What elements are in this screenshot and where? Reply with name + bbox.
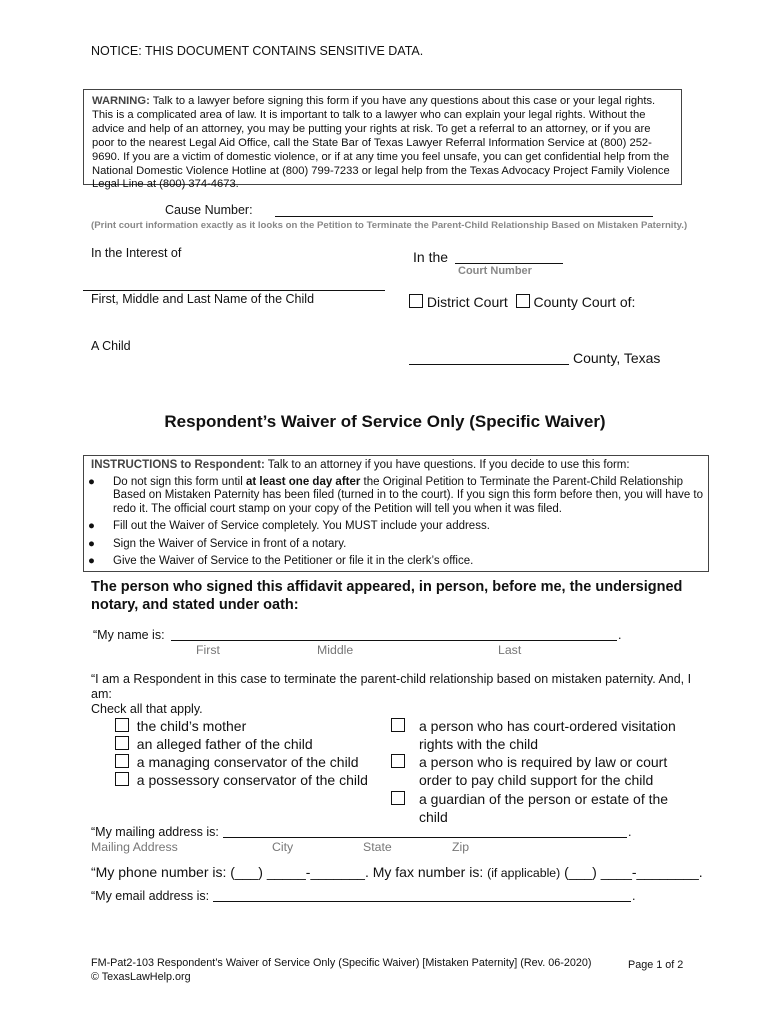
role-mother-checkbox[interactable] <box>115 718 129 732</box>
instructions-header <box>91 459 630 471</box>
cause-number-note: (Print court information exactly as it looks on the Petition to Terminate the Parent-Child Relationship Based on Mistaken Paternity.) <box>91 220 688 231</box>
in-the-label: In the <box>413 249 449 265</box>
role-child-support <box>391 754 405 770</box>
court-type-row <box>409 294 635 310</box>
court-number-label: Court Number <box>458 265 532 277</box>
respondent-statement: “I am a Respondent in this case to terminate the parent-child relationship based on mistaken paternity. And, I <box>91 672 692 686</box>
instruction-1-text-cont: the Original Petition to Terminate the Parent-Child Relationship Based on Mistaken Paternity has been filed (turned in to the court). If you sign this form before then, you will have to redo it. The official court stamp on your copy of the Petition will tell you when it was filed. <box>113 476 704 515</box>
last-name-label: Last <box>498 643 522 657</box>
role-mother-label: the child’s mother <box>136 718 247 734</box>
bullet-icon: ● <box>88 538 95 550</box>
cause-number-field[interactable] <box>275 216 653 217</box>
instruction-item-1 <box>113 476 705 516</box>
check-all-label: Check all that apply. <box>91 702 203 716</box>
sensitive-data-notice: NOTICE: THIS DOCUMENT CONTAINS SENSITIVE DATA. <box>91 44 424 58</box>
fax-field: (___) ____-________. <box>560 864 703 880</box>
county-court-checkbox[interactable] <box>516 294 530 308</box>
bullet-icon: ● <box>88 520 95 532</box>
role-visitation-label-cont: rights with the child <box>419 736 539 752</box>
bullet-icon: ● <box>88 555 95 567</box>
page-title: Respondent’s Waiver of Service Only (Specific Waiver) <box>164 412 606 431</box>
instruction-item-2: Fill out the Waiver of Service completely. You MUST include your address. <box>113 520 490 532</box>
zip-sublabel: Zip <box>452 840 470 854</box>
child-name-field[interactable] <box>83 290 385 291</box>
bullet-icon: ● <box>88 476 95 488</box>
footer-form-line: FM-Pat2-103 Respondent’s Waiver of Service Only (Specific Waiver) [Mistaken Paternity] (Rev. 06-2020) <box>91 957 592 969</box>
a-child-label: A Child <box>91 339 131 353</box>
role-possessory-conservator <box>115 772 368 788</box>
instruction-item-3: Sign the Waiver of Service in front of a notary. <box>113 538 347 550</box>
county-field[interactable] <box>409 364 569 365</box>
warning-line-2: This is a complicated area of law. It is important to talk to a lawyer who can explain your legal rights. Without the <box>92 108 646 121</box>
footer-site: © TexasLawHelp.org <box>91 970 191 983</box>
role-child-support-label: a person who is required by law or court <box>419 754 668 770</box>
warning-line-4: poor to the nearest Legal Aid Office, call the State Bar of Texas Lawyer Referral Information Service at (800) 252- <box>92 136 652 149</box>
role-visitation-label: a person who has court-ordered visitation <box>419 718 676 734</box>
cause-number-label: Cause Number: <box>165 203 253 217</box>
role-child-support-checkbox[interactable] <box>391 754 405 768</box>
role-possessory-conservator-label: a possessory conservator of the child <box>136 772 368 788</box>
warning-label: WARNING: <box>92 95 150 107</box>
name-field[interactable] <box>171 640 617 641</box>
role-possessory-conservator-checkbox[interactable] <box>115 772 129 786</box>
first-name-label: First <box>196 643 220 657</box>
mailing-period: . <box>628 825 632 839</box>
email-field[interactable] <box>213 901 631 902</box>
warning-line-1 <box>92 95 673 109</box>
footer-form-info <box>91 957 591 984</box>
county-texas-label: County, Texas <box>573 350 661 366</box>
page-number: Page 1 of 2 <box>628 959 684 971</box>
phone-label: “My phone number is: (___) _____-_______. My fax number is: <box>91 864 488 880</box>
respondent-statement-cont: am: <box>91 687 112 701</box>
role-guardian <box>391 791 405 807</box>
role-managing-conservator-label: a managing conservator of the child <box>136 754 359 770</box>
mailing-address-label: “My mailing address is: <box>91 825 219 839</box>
warning-line-5: 9690. If you are a victim of domestic violence, or if at any time you feel unsafe, you can get confidential help from the <box>92 150 670 163</box>
warning-line-3: advice and help of an attorney, you may be putting your rights at risk. To get a referral to an attorney, or if you are <box>92 122 651 135</box>
warning-line-7: Legal Line at (800) 374-4673. <box>92 178 239 191</box>
instruction-1-text: Do not sign this form until <box>113 476 246 488</box>
name-period: . <box>618 628 622 642</box>
instructions-intro: Talk to an attorney if you have questions. If you decide to use this form: <box>264 459 630 471</box>
role-alleged-father-checkbox[interactable] <box>115 736 129 750</box>
phone-fax-line <box>91 864 703 880</box>
city-sublabel: City <box>272 840 294 854</box>
warning-line-6: National Domestic Violence Hotline at (800) 799-7233 or legal help from the Texas Advocacy Project Family Violence <box>92 164 670 177</box>
instruction-1-emphasis: at least one day after <box>245 476 361 488</box>
court-number-field[interactable] <box>455 263 563 264</box>
warning-text: Talk to a lawyer before signing this form if you have any questions about this case or your legal rights. <box>149 95 656 107</box>
role-mother <box>115 718 246 734</box>
email-period: . <box>632 889 636 903</box>
instructions-label: INSTRUCTIONS to Respondent: <box>91 459 265 471</box>
instruction-item-4: Give the Waiver of Service to the Petitioner or file it in the clerk’s office. <box>113 555 474 567</box>
role-guardian-label: a guardian of the person or estate of the <box>419 791 669 807</box>
role-managing-conservator-checkbox[interactable] <box>115 754 129 768</box>
role-child-support-label-cont: order to pay child support for the child <box>419 772 654 788</box>
role-guardian-label-cont: child <box>419 809 448 825</box>
mailing-address-field[interactable] <box>223 837 627 838</box>
role-alleged-father <box>115 736 313 752</box>
warning-box <box>83 89 682 191</box>
district-court-checkbox[interactable] <box>409 294 423 308</box>
county-court-label: County Court of: <box>533 294 636 310</box>
child-name-label: First, Middle and Last Name of the Child <box>91 292 315 306</box>
state-sublabel: State <box>363 840 392 854</box>
email-label: “My email address is: <box>91 889 210 903</box>
role-alleged-father-label: an alleged father of the child <box>136 736 313 752</box>
fax-if-applicable: (if applicable) <box>487 866 561 880</box>
district-court-label: District Court <box>426 294 508 310</box>
affirmation-statement: The person who signed this affidavit appeared, in person, before me, the undersigned notary, and stated under oath: <box>91 579 683 613</box>
role-visitation-checkbox[interactable] <box>391 718 405 732</box>
name-label: “My name is: <box>93 628 165 642</box>
role-guardian-checkbox[interactable] <box>391 791 405 805</box>
role-visitation <box>391 718 405 734</box>
mailing-address-sublabel: Mailing Address <box>91 840 178 854</box>
middle-name-label: Middle <box>317 643 354 657</box>
in-the-interest-label: In the Interest of <box>91 246 182 260</box>
role-managing-conservator <box>115 754 359 770</box>
